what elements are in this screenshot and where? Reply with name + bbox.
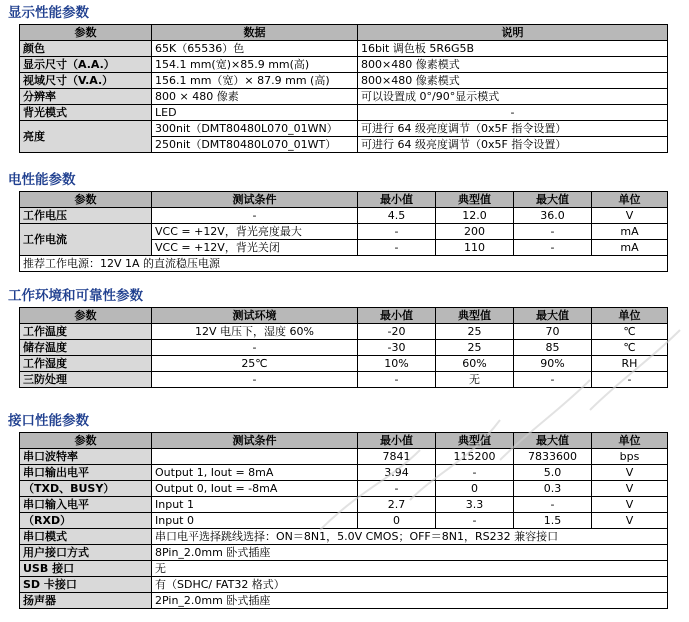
table-row xyxy=(20,208,668,224)
min-cell: 7841 xyxy=(358,449,436,465)
header-cell: 参数 xyxy=(20,25,152,41)
param-label: 工作电流 xyxy=(20,224,152,256)
table-row xyxy=(20,577,668,593)
cond-cell: Input 0 xyxy=(152,513,358,529)
typ-cell: - xyxy=(436,513,514,529)
data-cell: 250nit（DMT80480L070_01WT） xyxy=(152,137,358,153)
param-label: 视域尺寸（V.A.） xyxy=(20,73,152,89)
header-cell: 最小值 xyxy=(358,433,436,449)
header-cell: 最小值 xyxy=(358,192,436,208)
electrical-section-title: 电性能参数 xyxy=(8,172,76,188)
header-cell: 单位 xyxy=(592,433,668,449)
table-row xyxy=(20,465,668,481)
desc-cell: 16bit 调色板 5R6G5B xyxy=(358,41,668,57)
table-row xyxy=(20,481,668,497)
table-header-row xyxy=(20,433,668,449)
environment-section-title: 工作环境和可靠性参数 xyxy=(8,288,143,304)
max-cell: 85 xyxy=(514,340,592,356)
value-cell: 8Pin_2.0mm 卧式插座 xyxy=(152,545,668,561)
unit-cell: V xyxy=(592,208,668,224)
table-row xyxy=(20,561,668,577)
max-cell: - xyxy=(514,497,592,513)
unit-cell: mA xyxy=(592,240,668,256)
min-cell: -20 xyxy=(358,324,436,340)
data-cell: 156.1 mm（宽）× 87.9 mm (高) xyxy=(152,73,358,89)
interface-section-title: 接口性能参数 xyxy=(8,413,89,429)
cond-cell: VCC = +12V，背光关闭 xyxy=(152,240,358,256)
min-cell: - xyxy=(358,481,436,497)
header-cell: 典型值 xyxy=(436,433,514,449)
param-label: 扬声器 xyxy=(20,593,152,609)
unit-cell: V xyxy=(592,465,668,481)
typ-cell: - xyxy=(436,465,514,481)
value-cell: 无 xyxy=(152,561,668,577)
max-cell: 1.5 xyxy=(514,513,592,529)
header-cell: 单位 xyxy=(592,192,668,208)
table-row xyxy=(20,105,668,121)
typ-cell: 200 xyxy=(436,224,514,240)
table-header-row xyxy=(20,192,668,208)
unit-cell: bps xyxy=(592,449,668,465)
value-cell: 串口电平选择跳线选择：ON＝8N1，5.0V CMOS；OFF＝8N1，RS232 兼容接口 xyxy=(152,529,668,545)
table-row xyxy=(20,545,668,561)
header-cell: 测试条件 xyxy=(152,433,358,449)
param-label: 背光模式 xyxy=(20,105,152,121)
table-row xyxy=(20,89,668,105)
max-cell: 70 xyxy=(514,324,592,340)
unit-cell: V xyxy=(592,481,668,497)
cond-cell xyxy=(152,449,358,465)
cond-cell: VCC = +12V，背光亮度最大 xyxy=(152,224,358,240)
min-cell: - xyxy=(358,224,436,240)
max-cell: 0.3 xyxy=(514,481,592,497)
display-table xyxy=(19,24,668,153)
note-cell: 推荐工作电源：12V 1A 的直流稳压电源 xyxy=(20,256,668,272)
header-cell: 单位 xyxy=(592,308,668,324)
param-label: 串口输入电平 xyxy=(20,497,152,513)
table-row xyxy=(20,513,668,529)
desc-cell: 800×480 像素模式 xyxy=(358,57,668,73)
min-cell: 3.94 xyxy=(358,465,436,481)
param-label: 工作湿度 xyxy=(20,356,152,372)
header-cell: 最大值 xyxy=(514,192,592,208)
table-row xyxy=(20,256,668,272)
table-row xyxy=(20,497,668,513)
table-row xyxy=(20,224,668,240)
max-cell: - xyxy=(514,240,592,256)
table-row xyxy=(20,324,668,340)
cond-cell: - xyxy=(152,372,358,388)
min-cell: - xyxy=(358,240,436,256)
table-row xyxy=(20,372,668,388)
typ-cell: 3.3 xyxy=(436,497,514,513)
table-row xyxy=(20,356,668,372)
table-row xyxy=(20,449,668,465)
interface-table xyxy=(19,432,668,609)
header-cell: 说明 xyxy=(358,25,668,41)
desc-cell: 可进行 64 级亮度调节（0x5F 指令设置） xyxy=(358,121,668,137)
typ-cell: 115200 xyxy=(436,449,514,465)
header-cell: 参数 xyxy=(20,192,152,208)
typ-cell: 无 xyxy=(436,372,514,388)
typ-cell: 60% xyxy=(436,356,514,372)
table-row xyxy=(20,121,668,137)
param-label: 分辨率 xyxy=(20,89,152,105)
value-cell: 2Pin_2.0mm 卧式插座 xyxy=(152,593,668,609)
min-cell: -30 xyxy=(358,340,436,356)
unit-cell: V xyxy=(592,497,668,513)
desc-cell: 可以设置成 0°/90°显示模式 xyxy=(358,89,668,105)
cond-cell: 12V 电压下，湿度 60% xyxy=(152,324,358,340)
min-cell: 2.7 xyxy=(358,497,436,513)
min-cell: 4.5 xyxy=(358,208,436,224)
min-cell: 0 xyxy=(358,513,436,529)
max-cell: 7833600 xyxy=(514,449,592,465)
cond-cell: - xyxy=(152,340,358,356)
table-row xyxy=(20,57,668,73)
header-cell: 最大值 xyxy=(514,433,592,449)
param-label: 串口模式 xyxy=(20,529,152,545)
param-label: 三防处理 xyxy=(20,372,152,388)
header-cell: 最大值 xyxy=(514,308,592,324)
unit-cell: RH xyxy=(592,356,668,372)
typ-cell: 25 xyxy=(436,324,514,340)
param-label: SD 卡接口 xyxy=(20,577,152,593)
value-cell: 有（SDHC/ FAT32 格式） xyxy=(152,577,668,593)
table-row xyxy=(20,340,668,356)
typ-cell: 12.0 xyxy=(436,208,514,224)
header-cell: 参数 xyxy=(20,433,152,449)
max-cell: - xyxy=(514,224,592,240)
data-cell: 300nit（DMT80480L070_01WN） xyxy=(152,121,358,137)
cond-cell: Output 1, Iout = 8mA xyxy=(152,465,358,481)
param-label: 串口输出电平 xyxy=(20,465,152,481)
unit-cell: ℃ xyxy=(592,324,668,340)
header-cell: 最小值 xyxy=(358,308,436,324)
typ-cell: 0 xyxy=(436,481,514,497)
param-label: 串口波特率 xyxy=(20,449,152,465)
unit-cell: ℃ xyxy=(592,340,668,356)
cond-cell: 25℃ xyxy=(152,356,358,372)
param-label: 储存温度 xyxy=(20,340,152,356)
table-header-row xyxy=(20,25,668,41)
data-cell: 800 × 480 像素 xyxy=(152,89,358,105)
param-label: 用户接口方式 xyxy=(20,545,152,561)
header-cell: 典型值 xyxy=(436,192,514,208)
param-label: （TXD、BUSY） xyxy=(20,481,152,497)
data-cell: LED xyxy=(152,105,358,121)
header-cell: 典型值 xyxy=(436,308,514,324)
header-cell: 测试条件 xyxy=(152,192,358,208)
table-header-row xyxy=(20,308,668,324)
param-label: 亮度 xyxy=(20,121,152,153)
header-cell: 参数 xyxy=(20,308,152,324)
cond-cell: - xyxy=(152,208,358,224)
environment-table xyxy=(19,307,668,388)
cond-cell: Input 1 xyxy=(152,497,358,513)
typ-cell: 110 xyxy=(436,240,514,256)
min-cell: - xyxy=(358,372,436,388)
min-cell: 10% xyxy=(358,356,436,372)
unit-cell: - xyxy=(592,372,668,388)
max-cell: 36.0 xyxy=(514,208,592,224)
display-section-title: 显示性能参数 xyxy=(8,5,89,21)
param-label: 颜色 xyxy=(20,41,152,57)
unit-cell: V xyxy=(592,513,668,529)
typ-cell: 25 xyxy=(436,340,514,356)
header-cell: 数据 xyxy=(152,25,358,41)
table-row xyxy=(20,41,668,57)
desc-cell: - xyxy=(358,105,668,121)
unit-cell: mA xyxy=(592,224,668,240)
desc-cell: 可进行 64 级亮度调节（0x5F 指令设置） xyxy=(358,137,668,153)
max-cell: 90% xyxy=(514,356,592,372)
param-label: 显示尺寸（A.A.） xyxy=(20,57,152,73)
table-row xyxy=(20,593,668,609)
param-label: USB 接口 xyxy=(20,561,152,577)
table-row xyxy=(20,529,668,545)
data-cell: 65K（65536）色 xyxy=(152,41,358,57)
param-label: 工作电压 xyxy=(20,208,152,224)
max-cell: 5.0 xyxy=(514,465,592,481)
max-cell: - xyxy=(514,372,592,388)
table-row xyxy=(20,73,668,89)
desc-cell: 800×480 像素模式 xyxy=(358,73,668,89)
electrical-table xyxy=(19,191,668,272)
header-cell: 测试环境 xyxy=(152,308,358,324)
cond-cell: Output 0, Iout = -8mA xyxy=(152,481,358,497)
param-label: （RXD） xyxy=(20,513,152,529)
data-cell: 154.1 mm(宽)×85.9 mm(高) xyxy=(152,57,358,73)
param-label: 工作温度 xyxy=(20,324,152,340)
